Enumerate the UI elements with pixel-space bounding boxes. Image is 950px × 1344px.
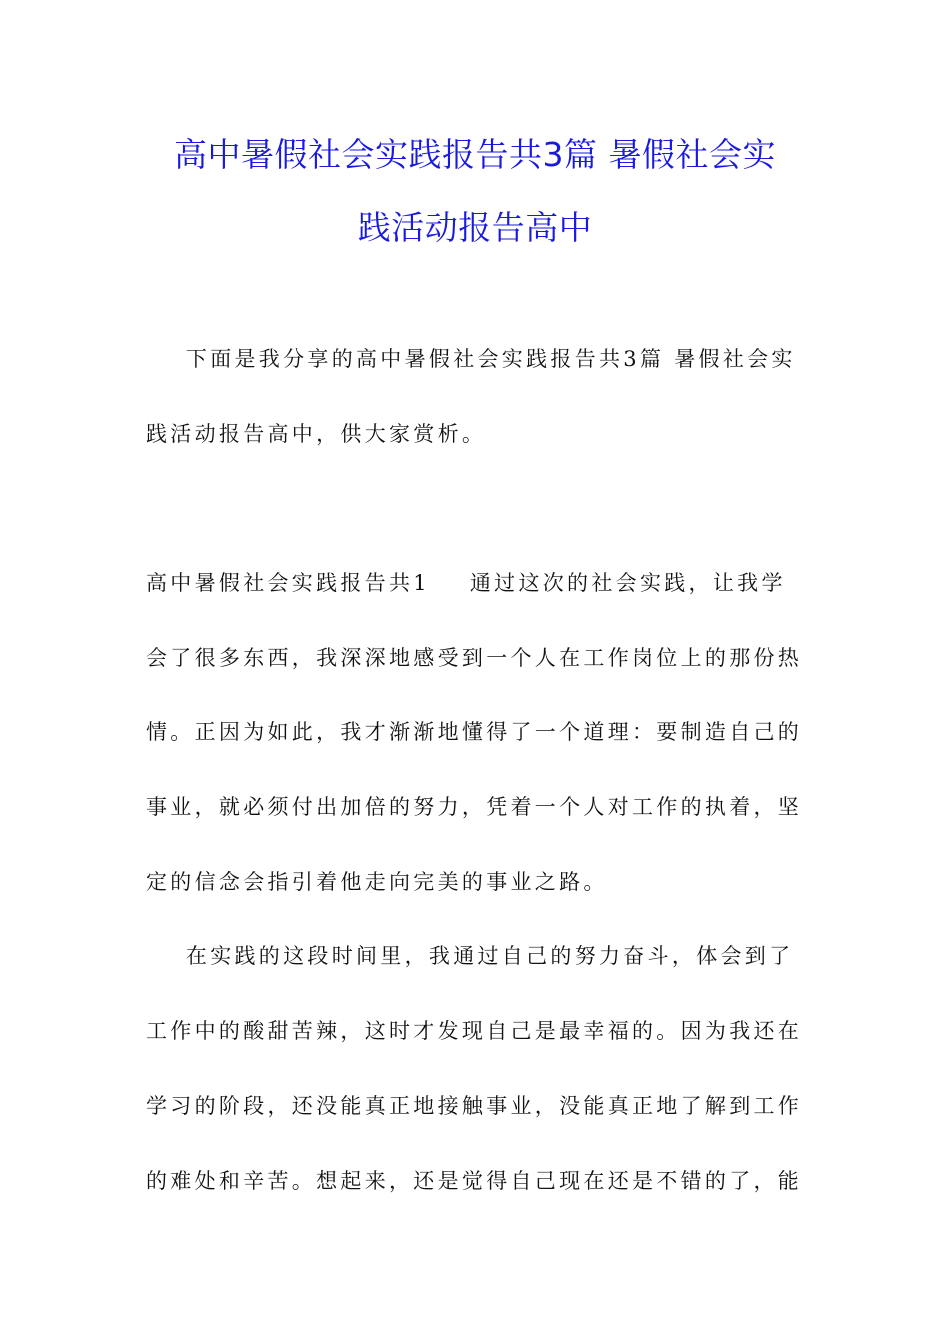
document-title-line-2: 践活动报告高中 xyxy=(357,208,593,247)
body-line: 在实践的这段时间里，我通过自己的努力奋斗，体会到了 xyxy=(146,944,794,968)
intro-line: 践活动报告高中，供大家赏析。 xyxy=(146,422,487,446)
body-line: 的难处和辛苦。想起来，还是觉得自己现在还是不错的了，能 xyxy=(146,1169,803,1193)
body-line: 高中暑假社会实践报告共1 通过这次的社会实践，让我学 xyxy=(146,571,786,595)
document-title-line-1: 高中暑假社会实践报告共3篇 暑假社会实 xyxy=(174,135,776,174)
body-line: 会了很多东西，我深深地感受到一个人在工作岗位上的那份热 xyxy=(146,646,803,670)
body-line: 情。正因为如此，我才渐渐地懂得了一个道理：要制造自己的 xyxy=(146,720,803,744)
intro-line: 下面是我分享的高中暑假社会实践报告共3篇 暑假社会实 xyxy=(146,347,796,371)
body-line: 工作中的酸甜苦辣，这时才发现自己是最幸福的。因为我还在 xyxy=(146,1019,803,1043)
body-line: 事业，就必须付出加倍的努力，凭着一个人对工作的执着，坚 xyxy=(146,795,803,819)
body-line: 学习的阶段，还没能真正地接触事业，没能真正地了解到工作 xyxy=(146,1094,803,1118)
body-line: 定的信念会指引着他走向完美的事业之路。 xyxy=(146,870,608,894)
